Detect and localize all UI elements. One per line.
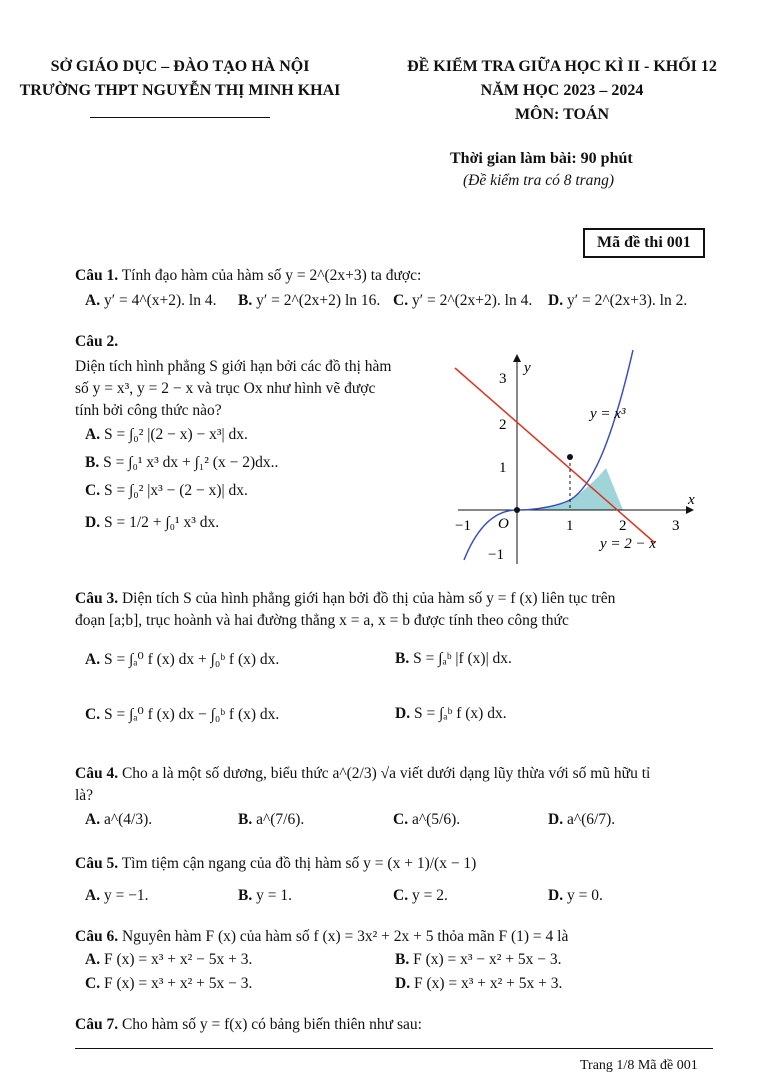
option-text: S = ∫₀¹ x³ dx + ∫₁² (x − 2)dx..	[103, 454, 279, 471]
option-label: D.	[548, 292, 564, 309]
option-label: C.	[393, 811, 409, 828]
option-label: A.	[85, 292, 101, 309]
question-text: Nguyên hàm F (x) của hàm số f (x) = 3x² + 2x + 5 thỏa mãn F (1) = 4 là	[121, 928, 569, 945]
line-2-minus-x	[455, 368, 655, 543]
option-text: y = 2.	[411, 887, 448, 904]
tick-y-1: 1	[499, 460, 507, 476]
q6-option-c[interactable]	[85, 975, 252, 993]
q2-option-b[interactable]	[85, 454, 278, 472]
question-7	[75, 1016, 422, 1034]
tick-x-neg1: −1	[455, 518, 471, 534]
exam-time: Thời gian làm bài: 90 phút	[450, 150, 633, 167]
question-text: Tính đạo hàm của hàm số y = 2^(2x+3) ta được:	[121, 267, 422, 284]
school-year: NĂM HỌC 2023 – 2024	[480, 82, 644, 99]
q2-option-a[interactable]	[85, 426, 248, 444]
option-text: y = 1.	[256, 887, 292, 904]
option-text: y′ = 2^(2x+2) ln 16.	[256, 292, 381, 309]
option-label: A.	[85, 951, 101, 968]
header-divider	[90, 117, 270, 118]
option-text: a^(5/6).	[411, 811, 461, 828]
subject: MÔN: TOÁN	[514, 106, 610, 123]
q1-option-a[interactable]	[85, 292, 216, 310]
option-label: B.	[238, 887, 253, 904]
q1-option-c[interactable]	[393, 292, 532, 310]
option-label: B.	[395, 951, 410, 968]
option-text: a^(7/6).	[256, 811, 305, 828]
q2-option-d[interactable]	[85, 514, 219, 532]
option-text: S = ∫ₐ⁰ f (x) dx + ∫₀ᵇ f (x) dx.	[103, 651, 280, 668]
question-text: Tìm tiệm cận ngang của đồ thị hàm số y = (x + 1)/(x − 1)	[121, 855, 477, 872]
option-text: S = ∫₀² |(2 − x) − x³| dx.	[103, 426, 248, 443]
line-label: y = 2 − x	[600, 536, 657, 552]
q4-text-2: là?	[75, 787, 94, 804]
option-label: A.	[85, 426, 101, 443]
y-axis-label: y	[524, 360, 531, 376]
q5-option-a[interactable]	[85, 887, 149, 905]
q1-option-b[interactable]	[238, 292, 380, 310]
origin-point	[514, 507, 520, 513]
exam-code-box: Mã đề thi 001	[583, 228, 705, 258]
q5-option-d[interactable]	[548, 887, 603, 905]
tick-x-3: 3	[672, 518, 680, 534]
cubic-curve	[464, 350, 633, 560]
option-text: S = ∫ₐᵇ f (x) dx.	[413, 705, 507, 722]
school-dept: SỞ GIÁO DỤC – ĐÀO TẠO HÀ NỘI	[50, 58, 310, 75]
q5-option-c[interactable]	[393, 887, 448, 905]
q4-option-d[interactable]	[548, 811, 615, 829]
option-label: C.	[85, 975, 101, 992]
q1-option-d[interactable]	[548, 292, 687, 310]
q6-option-b[interactable]	[395, 951, 562, 969]
question-text: Cho hàm số y = f(x) có bảng biến thiên như sau:	[121, 1016, 422, 1033]
question-title: Câu 4.	[75, 765, 119, 782]
q2-text-2: số y = x³, y = 2 − x và trục Ox như hình vẽ được	[75, 380, 376, 397]
option-label: B.	[238, 811, 253, 828]
question-1	[75, 267, 421, 285]
option-text: F (x) = x³ − x² + 5x − 3.	[413, 951, 562, 968]
tick-x-1: 1	[566, 518, 574, 534]
q6-option-d[interactable]	[395, 975, 562, 993]
footer-divider	[75, 1048, 713, 1049]
option-label: B.	[85, 454, 100, 471]
option-label: A.	[85, 887, 101, 904]
option-label: D.	[395, 705, 411, 722]
option-label: C.	[393, 887, 409, 904]
option-label: B.	[395, 650, 410, 667]
q5-option-b[interactable]	[238, 887, 292, 905]
option-label: D.	[548, 811, 564, 828]
question-title: Câu 6.	[75, 928, 119, 945]
q3-option-a[interactable]	[85, 650, 279, 669]
question-title: Câu 3.	[75, 590, 119, 607]
x-axis-label: x	[688, 492, 695, 508]
question-text: Cho a là một số dương, biểu thức a^(2/3) √a viết dưới dạng lũy thừa với số mũ hữu tỉ	[121, 765, 651, 782]
option-text: y′ = 2^(2x+2). ln 4.	[411, 292, 533, 309]
question-text: Diện tích S của hình phẳng giới hạn bởi đồ thị của hàm số y = f (x) liên tục trên	[121, 590, 616, 607]
option-label: D.	[85, 514, 101, 531]
question-6	[75, 928, 568, 946]
q3-text-2: đoạn [a;b], trục hoành và hai đường thẳng x = a, x = b được tính theo công thức	[75, 612, 569, 629]
question-title: Câu 1.	[75, 267, 119, 284]
option-text: a^(4/3).	[103, 811, 153, 828]
option-label: B.	[238, 292, 253, 309]
pages-note: (Đề kiểm tra có 8 trang)	[463, 172, 615, 189]
option-label: C.	[85, 482, 101, 499]
page-footer: Trang 1/8 Mã đề 001	[580, 1058, 698, 1073]
question-4	[75, 765, 650, 783]
q2-option-c[interactable]	[85, 482, 248, 500]
question-title: Câu 7.	[75, 1016, 119, 1033]
q2-text-3: tính bởi công thức nào?	[75, 402, 222, 419]
question-title: Câu 5.	[75, 855, 119, 872]
area-graph	[450, 350, 710, 570]
option-label: D.	[395, 975, 411, 992]
tick-y-3: 3	[499, 371, 507, 387]
intersection-point	[567, 454, 573, 460]
option-label: C.	[393, 292, 409, 309]
option-text: S = ∫ₐ⁰ f (x) dx − ∫₀ᵇ f (x) dx.	[103, 706, 280, 723]
q4-option-a[interactable]	[85, 811, 152, 829]
q3-option-d[interactable]	[395, 705, 507, 723]
q3-option-c[interactable]	[85, 705, 279, 724]
option-text: F (x) = x³ + x² + 5x + 3.	[413, 975, 563, 992]
q2-text-1: Diện tích hình phẳng S giới hạn bởi các đồ thị hàm	[75, 358, 392, 375]
exam-title: ĐỀ KIỂM TRA GIỮA HỌC KÌ II - KHỐI 12	[407, 58, 717, 75]
option-text: y = 0.	[566, 887, 603, 904]
curve-label: y = x³	[590, 406, 626, 422]
option-text: F (x) = x³ + x² + 5x − 3.	[103, 975, 253, 992]
option-label: D.	[548, 887, 564, 904]
tick-y-neg1: −1	[488, 547, 504, 563]
q3-option-b[interactable]	[395, 650, 512, 668]
option-text: S = ∫₀² |x³ − (2 − x)| dx.	[103, 482, 248, 499]
option-label: A.	[85, 651, 101, 668]
q6-option-a[interactable]	[85, 951, 252, 969]
y-axis-arrow	[513, 354, 521, 362]
question-3	[75, 590, 615, 608]
option-text: y′ = 2^(2x+3). ln 2.	[566, 292, 688, 309]
school-name: TRƯỜNG THPT NGUYỄN THỊ MINH KHAI	[19, 82, 341, 99]
option-label: C.	[85, 706, 101, 723]
option-text: y′ = 4^(x+2). ln 4.	[103, 292, 217, 309]
question-2-title: Câu 2.	[75, 333, 119, 350]
option-text: S = ∫ₐᵇ |f (x)| dx.	[413, 650, 512, 667]
option-text: a^(6/7).	[566, 811, 616, 828]
tick-x-2: 2	[619, 518, 627, 534]
tick-y-2: 2	[499, 417, 507, 433]
question-5	[75, 855, 476, 873]
option-text: S = 1/2 + ∫₀¹ x³ dx.	[103, 514, 220, 531]
option-text: F (x) = x³ + x² − 5x + 3.	[103, 951, 253, 968]
q4-option-c[interactable]	[393, 811, 460, 829]
option-text: y = −1.	[103, 887, 149, 904]
option-label: A.	[85, 811, 101, 828]
q4-option-b[interactable]	[238, 811, 304, 829]
origin-label: O	[498, 516, 509, 532]
